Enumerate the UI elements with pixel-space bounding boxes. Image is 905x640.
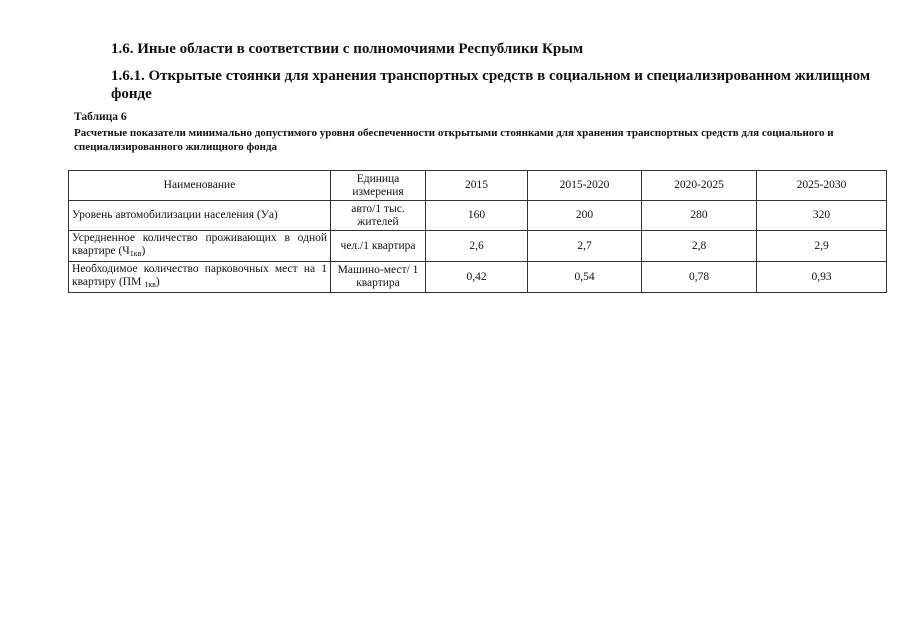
row-value-2020-2025: 2,8 (642, 231, 757, 262)
row-value-2025-2030: 0,93 (757, 262, 887, 293)
table-row (69, 201, 887, 231)
row-name (69, 231, 331, 262)
row-name-end: ) (155, 276, 160, 288)
row-name-subscript: 1кв (144, 280, 156, 289)
header-2015-2020: 2015-2020 (528, 171, 642, 201)
row-unit: авто/1 тыс. жителей (331, 201, 426, 231)
table-row (69, 262, 887, 293)
row-value-2015: 2,6 (426, 231, 528, 262)
row-value-2025-2030: 320 (757, 201, 887, 231)
row-name-main: Усредненное количество проживающих в одной квартире (Ч (72, 232, 327, 257)
row-value-2015-2020: 0,54 (528, 262, 642, 293)
row-value-2025-2030: 2,9 (757, 231, 887, 262)
header-2025-2030: 2025-2030 (757, 171, 887, 201)
row-unit: чел./1 квартира (331, 231, 426, 262)
row-value-2015: 0,42 (426, 262, 528, 293)
table-row (69, 231, 887, 262)
row-value-2020-2025: 0,78 (642, 262, 757, 293)
header-unit: Единица измерения (331, 171, 426, 201)
header-name: Наименование (69, 171, 331, 201)
table-caption: Расчетные показатели минимально допустимого уровня обеспеченности открытыми стоянками для хранения транспортных средств для социального и специализированного жилищного фонда (74, 127, 834, 153)
table-header-row (69, 171, 887, 201)
section-title: 1.6. Иные области в соответствии с полномочиями Республики Крым (111, 41, 584, 57)
row-value-2015-2020: 200 (528, 201, 642, 231)
row-name-subscript: 1кв (129, 249, 142, 258)
header-2020-2025: 2020-2025 (642, 171, 757, 201)
row-value-2020-2025: 280 (642, 201, 757, 231)
row-name (69, 262, 331, 293)
row-name: Уровень автомобилизации населения (Уа) (69, 201, 331, 231)
row-unit: Машино-мест/ 1 квартира (331, 262, 426, 293)
subsection-title: 1.6.1. Открытые стоянки для хранения транспортных средств в социальном и специализированном жилищном фонде (111, 68, 871, 102)
indicators-table (68, 170, 887, 293)
row-name-main: Необходимое количество парковочных мест на 1 квартиру (ПМ (72, 263, 327, 288)
header-2015: 2015 (426, 171, 528, 201)
row-name-end: ) (141, 245, 146, 257)
row-value-2015-2020: 2,7 (528, 231, 642, 262)
table-label: Таблица 6 (74, 111, 127, 123)
row-value-2015: 160 (426, 201, 528, 231)
